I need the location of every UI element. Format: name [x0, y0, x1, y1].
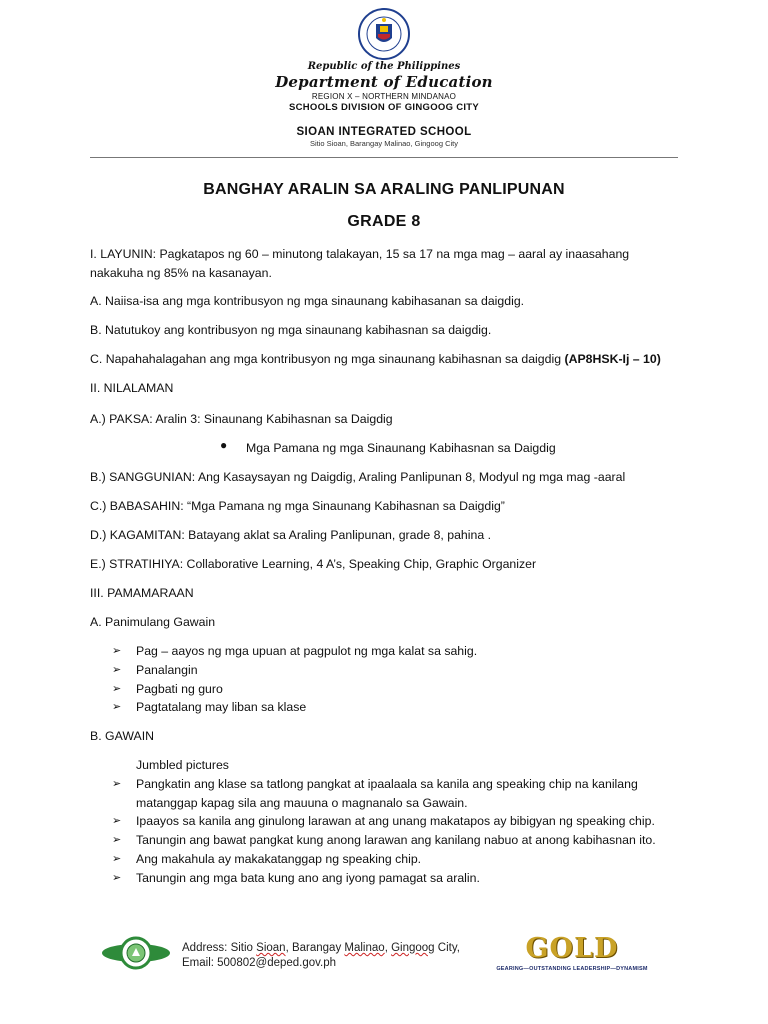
republic-heading: Republic of the Philippines: [307, 61, 461, 72]
stratihiya-line: E.) STRATIHIYA: Collaborative Learning, 4 A’s, Speaking Chip, Graphic Organizer: [90, 557, 537, 571]
list-item: Tanungin ang bawat pangkat kung anong larawan ang kanilang nabuo at anong kabihasnan ito.: [136, 833, 656, 847]
objective-c-text: C. Napahahalagahan ang mga kontribusyon ng mga sinaunang kabihasnan sa daigdig: [90, 352, 565, 366]
gingoog-gold-logo: [490, 932, 654, 976]
address-sioan: Sioan: [256, 942, 286, 954]
layunin-line-2: nakakuha ng 85% na kasanayan.: [90, 266, 272, 280]
footer-email: Email: 500802@deped.gov.ph: [182, 957, 337, 969]
arrow-bullet-icon: ➢: [112, 815, 122, 827]
arrow-bullet-icon: ➢: [112, 664, 122, 676]
list-item: Ang makahula ay makakatanggap ng speaking chip.: [136, 852, 422, 866]
objective-b: B. Natutukoy ang kontribusyon ng mga sinaunang kabihasnan sa daigdig.: [90, 323, 492, 337]
paksa-bullet: Mga Pamana ng mga Sinaunang Kabihasnan sa Daigdig: [246, 441, 556, 455]
babasahin-line: C.) BABASAHIN: “Mga Pamana ng mga Sinaunang Kabihasnan sa Daigdig”: [90, 499, 505, 513]
competency-code: (AP8HSK-Ij – 10): [564, 352, 661, 366]
header-divider: [90, 157, 678, 158]
region-heading: REGION X – NORTHERN MINDANAO: [311, 92, 457, 101]
arrow-bullet-icon: ➢: [112, 701, 122, 713]
arrow-bullet-icon: ➢: [112, 778, 122, 790]
gold-logo-tagline: GEARING—OUTSTANDING LEADERSHIP—DYNAMISM: [496, 966, 648, 972]
list-item: Panalangin: [136, 663, 198, 677]
gawain-heading: B. GAWAIN: [90, 729, 154, 743]
list-item: Pagbati ng guro: [136, 682, 223, 696]
bullet-icon: ●: [220, 438, 228, 452]
address-prefix: Address: Sitio: [182, 942, 257, 954]
pamamaraan-heading: III. PAMAMARAAN: [90, 586, 194, 600]
school-logo-icon: [100, 934, 172, 972]
list-item: Pangkatin ang klase sa tatlong pangkat at ipaalaala sa kanila ang speaking chip na kanilang matanggap kapag sila ang mauuna o magnanalo sa Gawain.: [136, 777, 638, 810]
arrow-bullet-icon: ➢: [112, 853, 122, 865]
objective-a: A. Naiisa-isa ang mga kontribusyon ng mga sinaunang kabihasanan sa daigdig.: [90, 294, 525, 308]
arrow-bullet-icon: ➢: [112, 872, 122, 884]
sanggunian-line: B.) SANGGUNIAN: Ang Kasaysayan ng Daigdig, Araling Panlipunan 8, Modyul ng mga mag -aaral: [90, 470, 626, 484]
footer-address: [182, 941, 460, 956]
school-address: Sitio Sioan, Barangay Malinao, Gingoog City: [309, 139, 458, 148]
address-suffix: City,: [434, 942, 460, 954]
address-malinao: Malinao: [344, 942, 385, 954]
department-heading: Department of Education: [275, 73, 493, 91]
address-gingoog: Gingoog: [391, 942, 435, 954]
arrow-bullet-icon: ➢: [112, 834, 122, 846]
arrow-bullet-icon: ➢: [112, 683, 122, 695]
document-title: BANGHAY ARALIN SA ARALING PANLIPUNAN: [203, 181, 565, 198]
panimulang-heading: A. Panimulang Gawain: [90, 615, 216, 629]
school-name: SIOAN INTEGRATED SCHOOL: [296, 126, 472, 138]
jumbled-pictures-label: Jumbled pictures: [136, 758, 229, 772]
document-subtitle: GRADE 8: [347, 213, 421, 230]
arrow-bullet-icon: ➢: [112, 645, 122, 657]
deped-seal-icon: [347, 8, 421, 60]
objective-c: [90, 350, 661, 369]
list-item: Pag – aayos ng mga upuan at pagpulot ng mga kalat sa sahig.: [136, 644, 478, 658]
kagamitan-line: D.) KAGAMITAN: Batayang aklat sa Araling Panlipunan, grade 8, pahina .: [90, 528, 492, 542]
list-item: Pagtatalang may liban sa klase: [136, 700, 307, 714]
gold-logo-word: GOLD: [525, 933, 619, 964]
list-item: Ipaayos sa kanila ang ginulong larawan at ang unang makatapos ay bibigyan ng speaking chip.: [136, 814, 655, 828]
division-heading: SCHOOLS DIVISION OF GINGOOG CITY: [288, 102, 480, 113]
address-comma: ,: [384, 942, 392, 954]
nilalaman-heading: II. NILALAMAN: [90, 381, 174, 395]
list-item: Tanungin ang mga bata kung ano ang iyong pamagat sa aralin.: [136, 871, 480, 885]
address-mid: , Barangay: [285, 942, 345, 954]
paksa-line: A.) PAKSA: Aralin 3: Sinaunang Kabihasnan sa Daigdig: [90, 412, 393, 426]
layunin-line-1: I. LAYUNIN: Pagkatapos ng 60 – minutong talakayan, 15 sa 17 na mga mag – aaral ay inaasahang: [90, 247, 630, 261]
